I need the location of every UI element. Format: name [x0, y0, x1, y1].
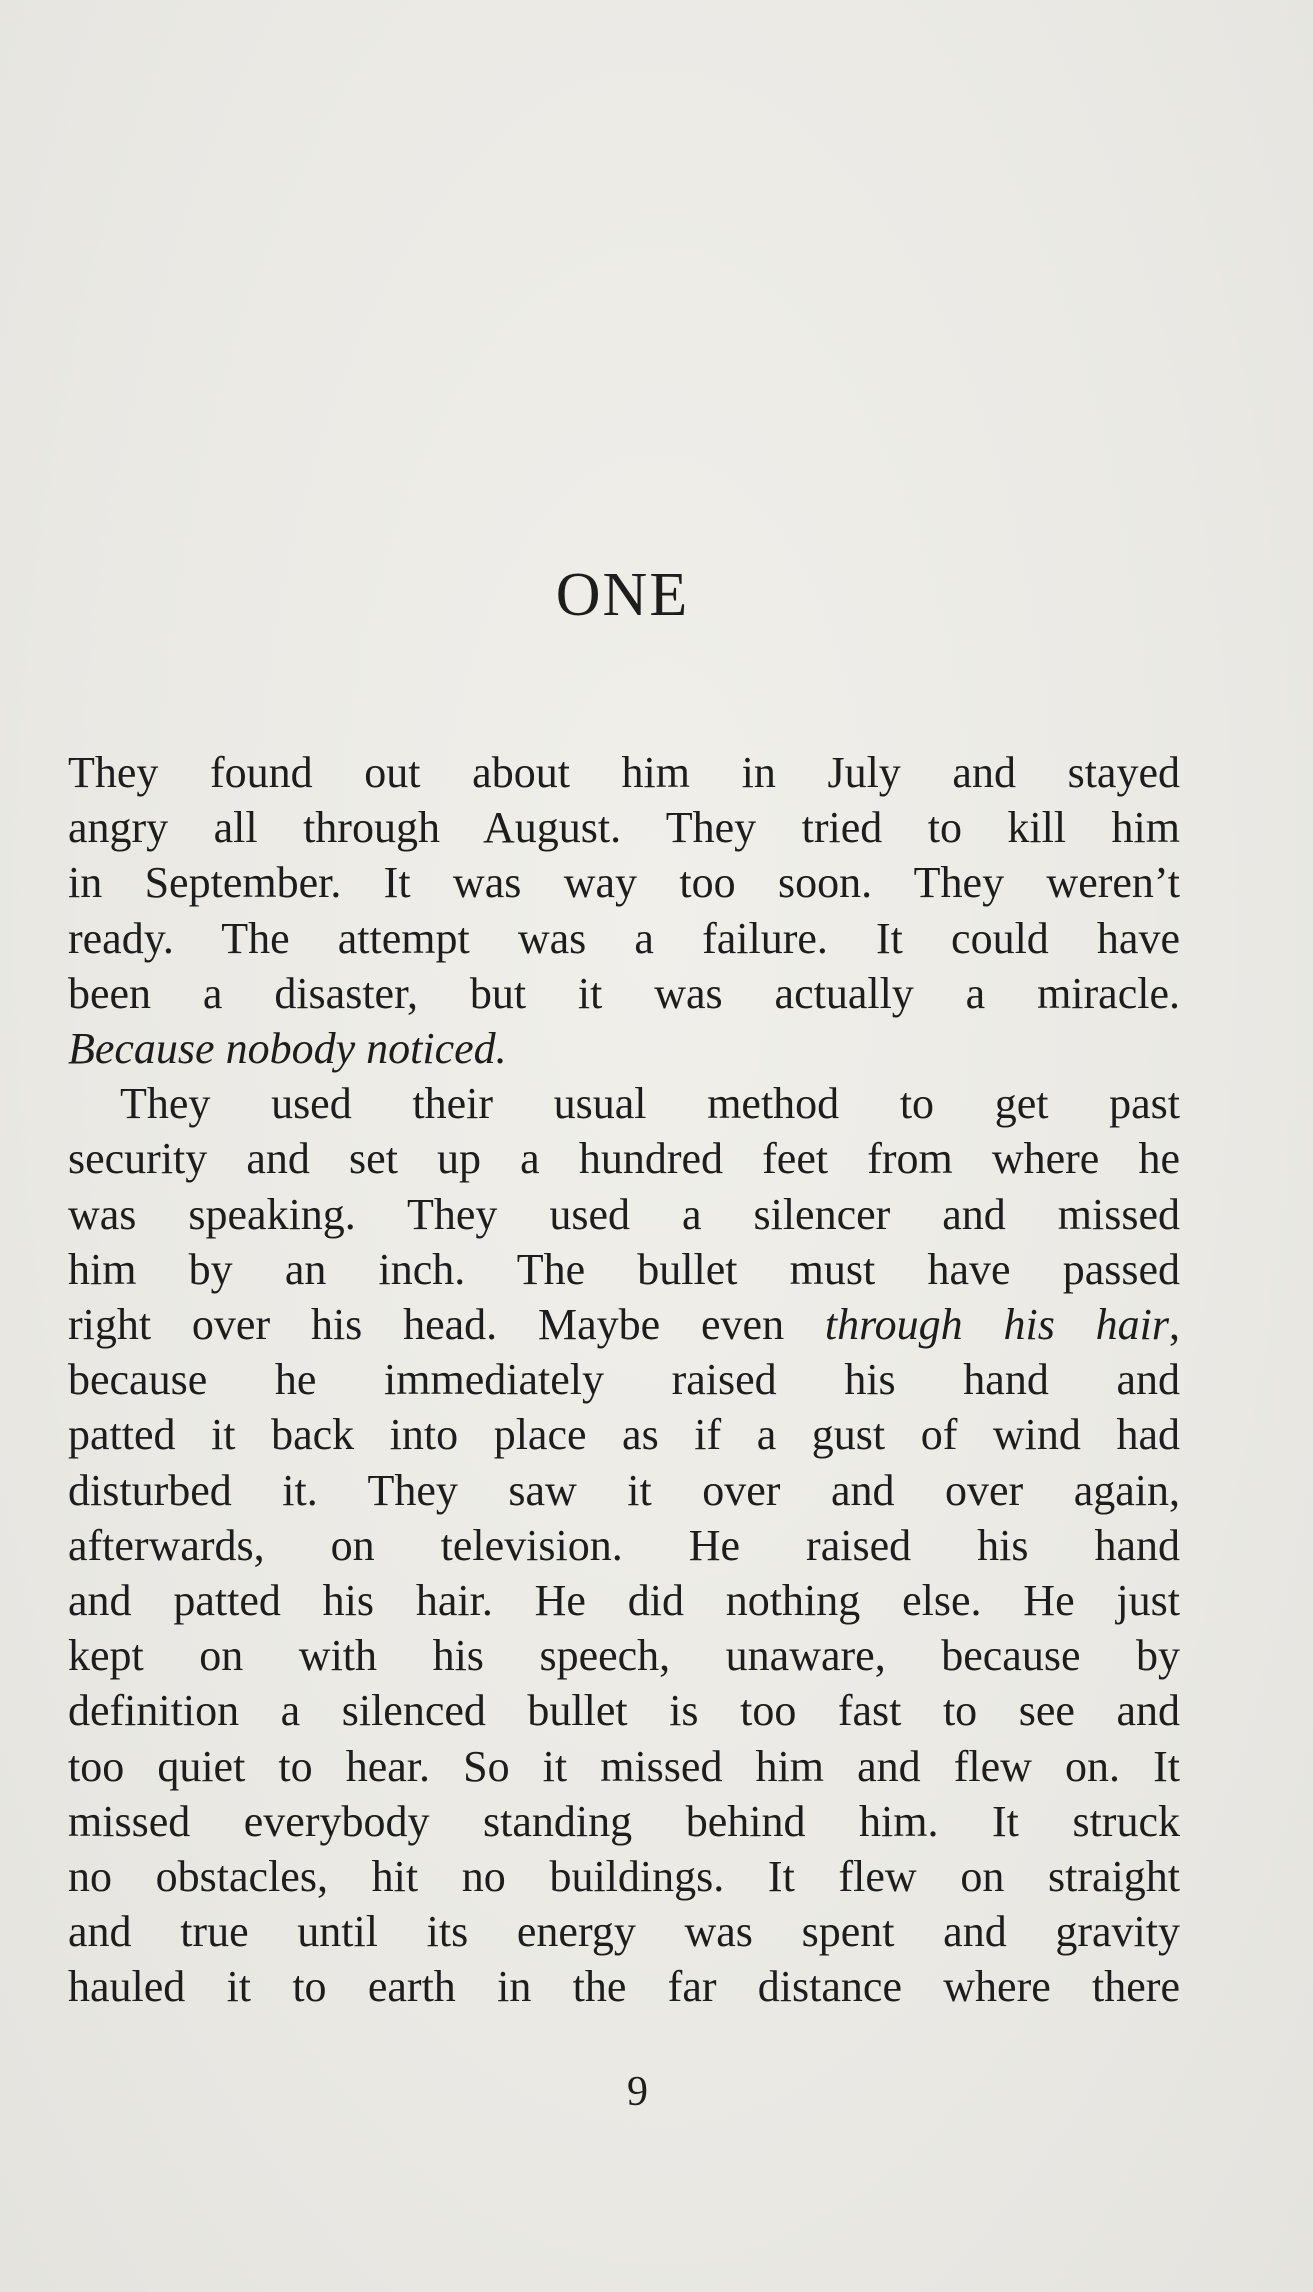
body-text — [68, 745, 1180, 2015]
paragraph-2-line-3: was speaking. They used a silencer and missed — [68, 1189, 1180, 1239]
paragraph-2-line-2: security and set up a hundred feet from where he — [68, 1134, 1180, 1184]
paragraph-2-line-11: kept on with his speech, unaware, because by — [68, 1631, 1180, 1681]
paragraph-2-line-14: missed everybody standing behind him. It struck — [68, 1796, 1180, 1846]
paragraph-1-line-6 — [68, 1021, 1180, 1076]
paragraph-2-line-12: definition a silenced bullet is too fast to see and — [68, 1686, 1180, 1736]
page-number: 9 — [627, 2069, 648, 2115]
paragraph-2-line-15: no obstacles, hit no buildings. It flew on straight — [68, 1852, 1180, 1902]
line-text: right over his head. Maybe even — [68, 1300, 825, 1350]
paragraph-2-line-6: because he immediately raised his hand and — [68, 1355, 1180, 1405]
paragraph-1-line-1: They found out about him in July and stayed — [68, 748, 1180, 797]
italic-emphasis: Because nobody noticed. — [68, 1024, 507, 1074]
paragraph-1-line-5: been a disaster, but it was actually a miracle. — [68, 968, 1180, 1018]
paragraph-1-line-2: angry all through August. They tried to kill him — [68, 803, 1180, 853]
paragraph-2-line-17: hauled it to earth in the far distance where there — [68, 1962, 1180, 2012]
chapter-title: ONE — [555, 561, 690, 629]
paragraph-2-line-5 — [68, 1297, 1180, 1352]
paragraph-1-line-4: ready. The attempt was a failure. It could have — [68, 913, 1180, 963]
paragraph-1-line-3: in September. It was way too soon. They weren’t — [68, 858, 1180, 908]
paragraph-2-line-7: patted it back into place as if a gust of wind had — [68, 1410, 1180, 1460]
paragraph-2-line-4: him by an inch. The bullet must have passed — [68, 1244, 1180, 1294]
italic-emphasis: through his hair — [824, 1300, 1169, 1350]
line-text: , — [1169, 1300, 1180, 1350]
paragraph-2-line-10: and patted his hair. He did nothing else. He just — [68, 1576, 1180, 1626]
paragraph-2-line-1: They used their usual method to get past — [120, 1079, 1180, 1129]
paragraph-2-line-16: and true until its energy was spent and gravity — [68, 1907, 1180, 1957]
paragraph-2-line-8: disturbed it. They saw it over and over again, — [68, 1465, 1180, 1515]
paragraph-2-line-9: afterwards, on television. He raised his hand — [68, 1520, 1180, 1570]
paragraph-2-line-13: too quiet to hear. So it missed him and flew on. It — [68, 1741, 1180, 1791]
